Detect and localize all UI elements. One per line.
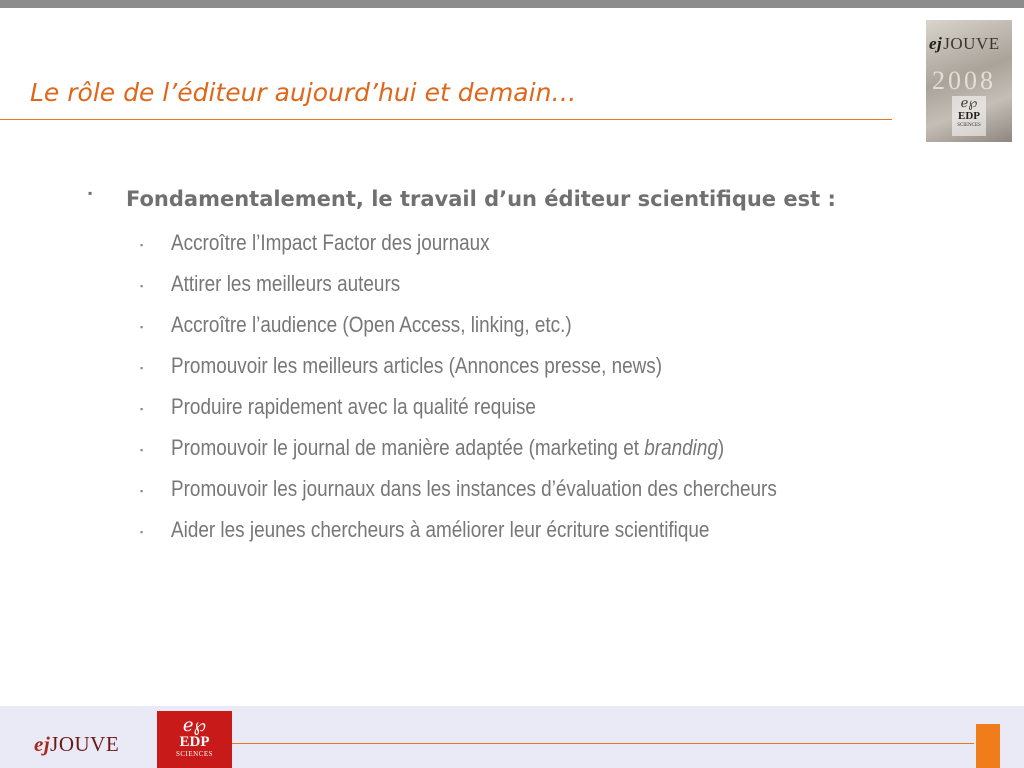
sub-bullet-marker: ▪ [140, 281, 144, 291]
corner-logo-brand [929, 34, 1000, 54]
sub-bullet-marker: ▪ [140, 486, 144, 496]
slide-title: Le rôle de l’éditeur aujourd’hui et demain… [30, 78, 577, 107]
edp-swirl-icon: ℯ℘ [960, 95, 978, 110]
footer-jouve-mark: ej [34, 732, 51, 756]
list-item-text-start: Promouvoir le journal de manière adaptée (marketing et [171, 435, 645, 460]
sub-bullet-marker: ▪ [140, 404, 144, 414]
sub-bullet-marker: ▪ [140, 527, 144, 537]
main-bullet-marker: ▪ [88, 186, 93, 200]
footer-accent-block [976, 724, 1000, 768]
list-item-text [171, 435, 724, 461]
jouve-2008-logo [926, 20, 1012, 142]
corner-logo-year: 2008 [932, 66, 996, 95]
list-item-text: Accroître l’audience (Open Access, linking, etc.) [171, 312, 572, 337]
sub-bullet-marker: ▪ [140, 240, 144, 250]
sub-bullet-marker: ▪ [140, 363, 144, 373]
corner-edp-logo [952, 96, 986, 136]
footer-edp-text: EDP [179, 734, 210, 750]
edp-swirl-icon: ℯ℘ [182, 715, 207, 735]
footer-jouve-name: JOUVE [50, 732, 120, 756]
corner-sciences-text: SCIENCES [957, 123, 981, 128]
list-item-emphasis: branding [644, 435, 718, 460]
footer-sciences-text: SCIENCES [175, 750, 214, 758]
list-item-text: Aider les jeunes chercheurs à améliorer leur écriture scientifique [171, 517, 710, 542]
corner-logo-mark: ej [929, 34, 943, 53]
list-item-text: Accroître l’Impact Factor des journaux [171, 230, 490, 255]
list-item-text: Produire rapidement avec la qualité requise [171, 394, 536, 419]
top-bar [0, 0, 1024, 8]
list-item-text: Promouvoir les meilleurs articles (Annonces presse, news) [171, 353, 663, 378]
sub-bullet-marker: ▪ [140, 445, 144, 455]
footer-edp-logo [157, 711, 232, 768]
footer-jouve-logo [34, 732, 119, 757]
corner-logo-name: JOUVE [943, 34, 1000, 53]
main-bullet-text: Fondamentalement, le travail d’un éditeur scientifique est : [126, 187, 836, 211]
list-item-text: Attirer les meilleurs auteurs [171, 271, 401, 296]
title-divider [0, 119, 892, 120]
footer-bar [0, 706, 1024, 768]
list-item-text: Promouvoir les journaux dans les instances d’évaluation des chercheurs [171, 476, 777, 501]
corner-edp-text: EDP [958, 110, 980, 122]
list-item-text-end: ) [717, 435, 725, 460]
footer-divider [232, 743, 974, 744]
sub-bullet-marker: ▪ [140, 322, 144, 332]
